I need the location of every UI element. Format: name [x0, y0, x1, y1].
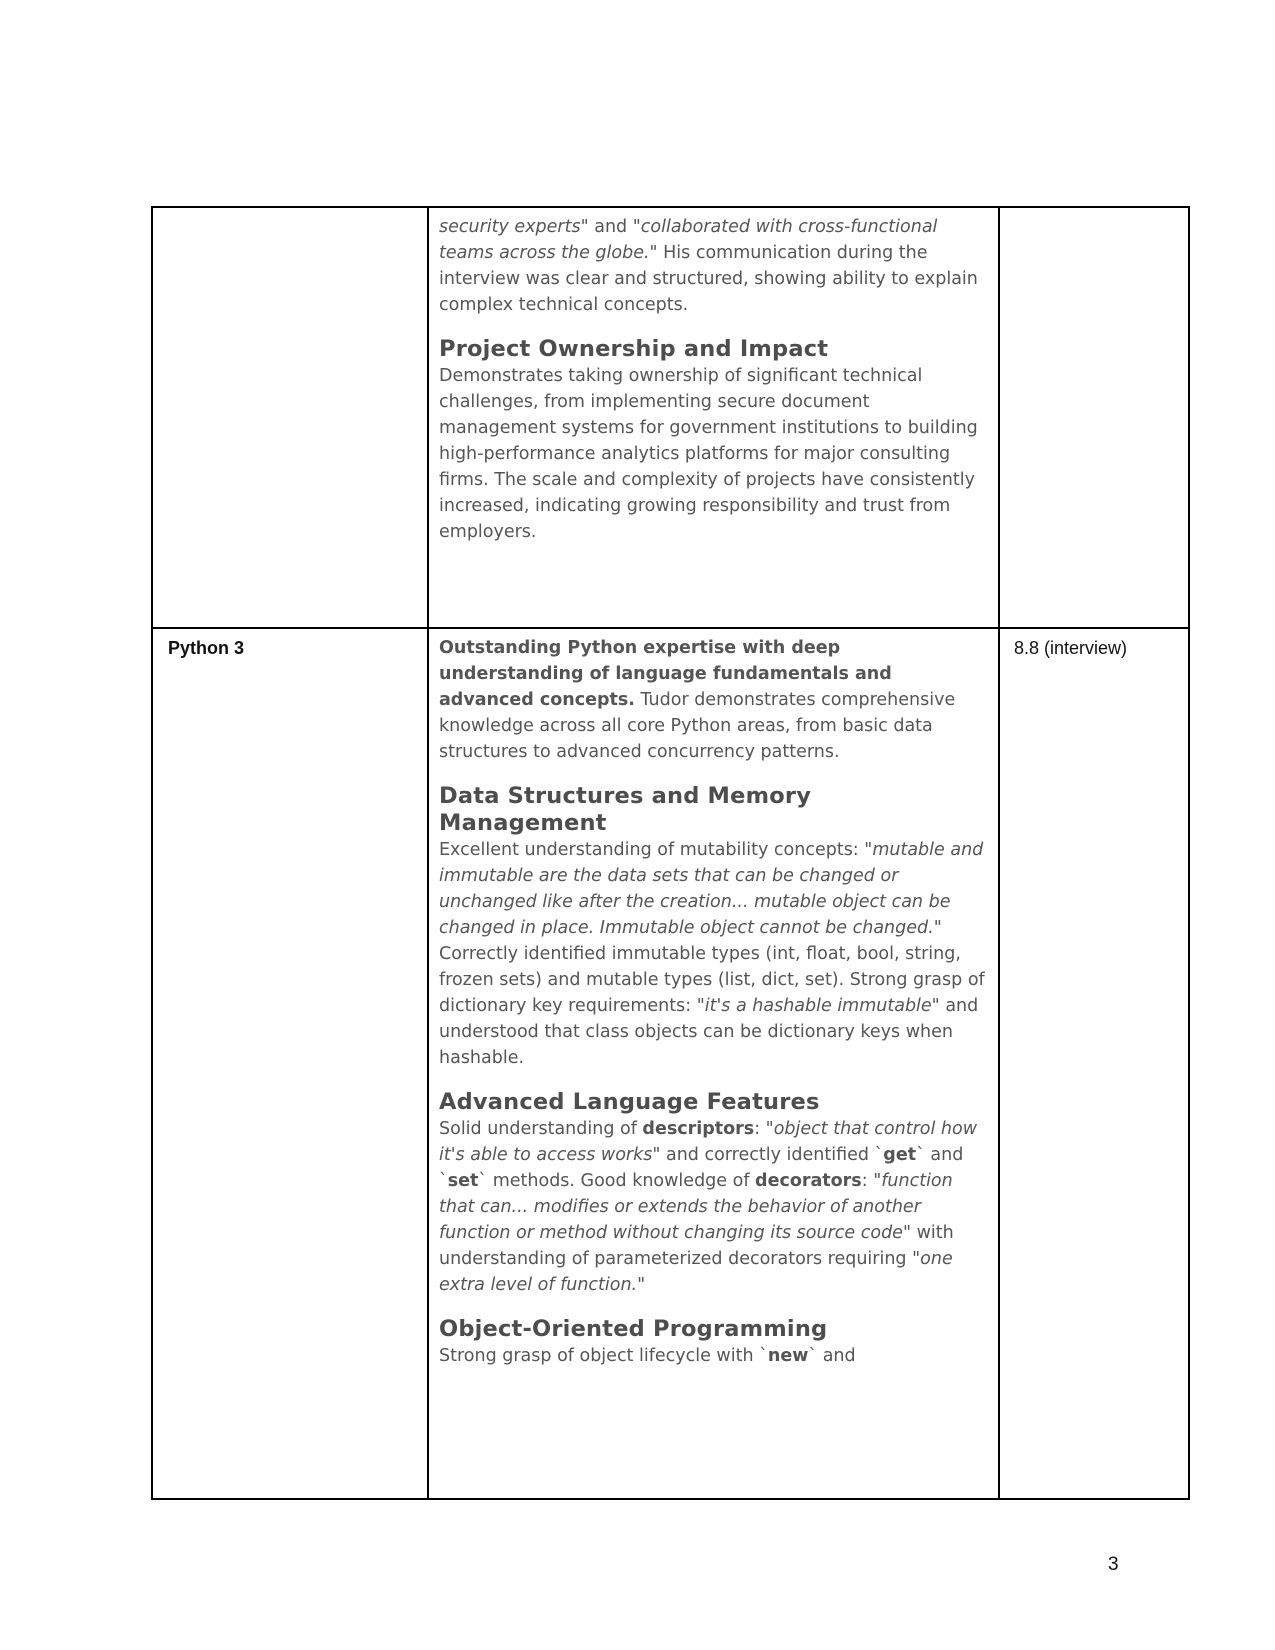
skills-evaluation-table [151, 206, 1190, 1500]
text-segment: Demonstrates taking ownership of significant technical challenges, from implementing secure document management systems for government institutions to building high-performance analytics platforms for major consulting firms. The scale and complexity of projects have consistently increased, indicating growing responsibility and trust from employers. [439, 366, 978, 542]
paragraph [439, 837, 986, 1071]
text-segment: "object that control how it's able to access works" [439, 1119, 978, 1165]
section-heading [439, 1089, 986, 1116]
section-heading [439, 1316, 986, 1343]
text-segment: descriptors [642, 1119, 755, 1139]
section-heading [439, 783, 986, 837]
text-segment: ` and ` [439, 1145, 964, 1191]
table-row-python3 [152, 628, 1189, 1499]
text-segment: "mutable and immutable are the data sets that can be changed or unchanged like after the creation... mutable object can be changed in place. Immutable object cannot be changed." [439, 840, 984, 938]
evaluation-cell [428, 207, 999, 628]
evaluation-content [439, 635, 986, 1492]
text-segment: decorators [755, 1171, 862, 1191]
text-segment: ` and [808, 1346, 856, 1366]
paragraph [439, 363, 986, 545]
text-segment: "function that can... modifies or extends the behavior of another function or method without changing its source code" [439, 1171, 953, 1243]
table-row-continuation [152, 207, 1189, 628]
text-segment: Object-Oriented Programming [439, 1316, 828, 1342]
text-segment: get [883, 1145, 917, 1165]
skill-name-cell [152, 207, 428, 628]
text-segment: Solid understanding of [439, 1119, 643, 1139]
text-segment: set [447, 1171, 479, 1191]
text-segment: new [767, 1346, 809, 1366]
text-segment: : [754, 1119, 766, 1139]
paragraph [439, 1116, 986, 1298]
text-segment: Correctly identified immutable types (int, float, bool, string, frozen sets) and mutable types (list, dict, set). Strong grasp of dictionary key requirements: [439, 944, 985, 1016]
text-segment: : [861, 1171, 874, 1191]
text-segment: security experts" [439, 217, 595, 237]
text-segment: Data Structures and Memory Management [439, 783, 812, 836]
text-segment: and [594, 217, 633, 237]
score-label: 8.8 (interview) [1014, 638, 1128, 658]
paragraph [439, 1343, 986, 1369]
text-segment: "collaborated with cross-functional teams across the globe." [439, 217, 938, 263]
text-segment: and correctly identified ` [660, 1145, 884, 1165]
evaluation-content [439, 214, 986, 621]
score-cell [999, 628, 1189, 1499]
text-segment: "it's a hashable immutable" [696, 996, 940, 1016]
text-segment: ` methods. Good knowledge of [478, 1171, 756, 1191]
skill-name-label: Python 3 [168, 638, 245, 658]
text-segment: Advanced Language Features [439, 1089, 820, 1115]
text-segment: Tudor demonstrates comprehensive knowledge across all core Python areas, from basic data structures to advanced concurrency patterns. [439, 690, 956, 762]
text-segment: Outstanding Python expertise with deep understanding of language fundamentals and advanced concepts. [439, 638, 892, 710]
evaluation-cell [428, 628, 999, 1499]
text-segment: Project Ownership and Impact [439, 336, 829, 362]
text-segment: "one extra level of function." [439, 1249, 953, 1295]
score-cell [999, 207, 1189, 628]
page-number: 3 [1108, 1554, 1119, 1575]
text-segment: with understanding of parameterized decorators requiring [439, 1223, 954, 1269]
text-segment: His communication during the interview was clear and structured, showing ability to explain complex technical concepts. [439, 243, 978, 315]
text-segment: and understood that class objects can be dictionary keys when hashable. [439, 996, 979, 1068]
paragraph [439, 635, 986, 765]
text-segment: Excellent understanding of mutability concepts: [439, 840, 865, 860]
text-segment: Strong grasp of object lifecycle with ` [439, 1346, 768, 1366]
section-heading [439, 336, 986, 363]
skill-name-cell [152, 628, 428, 1499]
paragraph [439, 214, 986, 318]
